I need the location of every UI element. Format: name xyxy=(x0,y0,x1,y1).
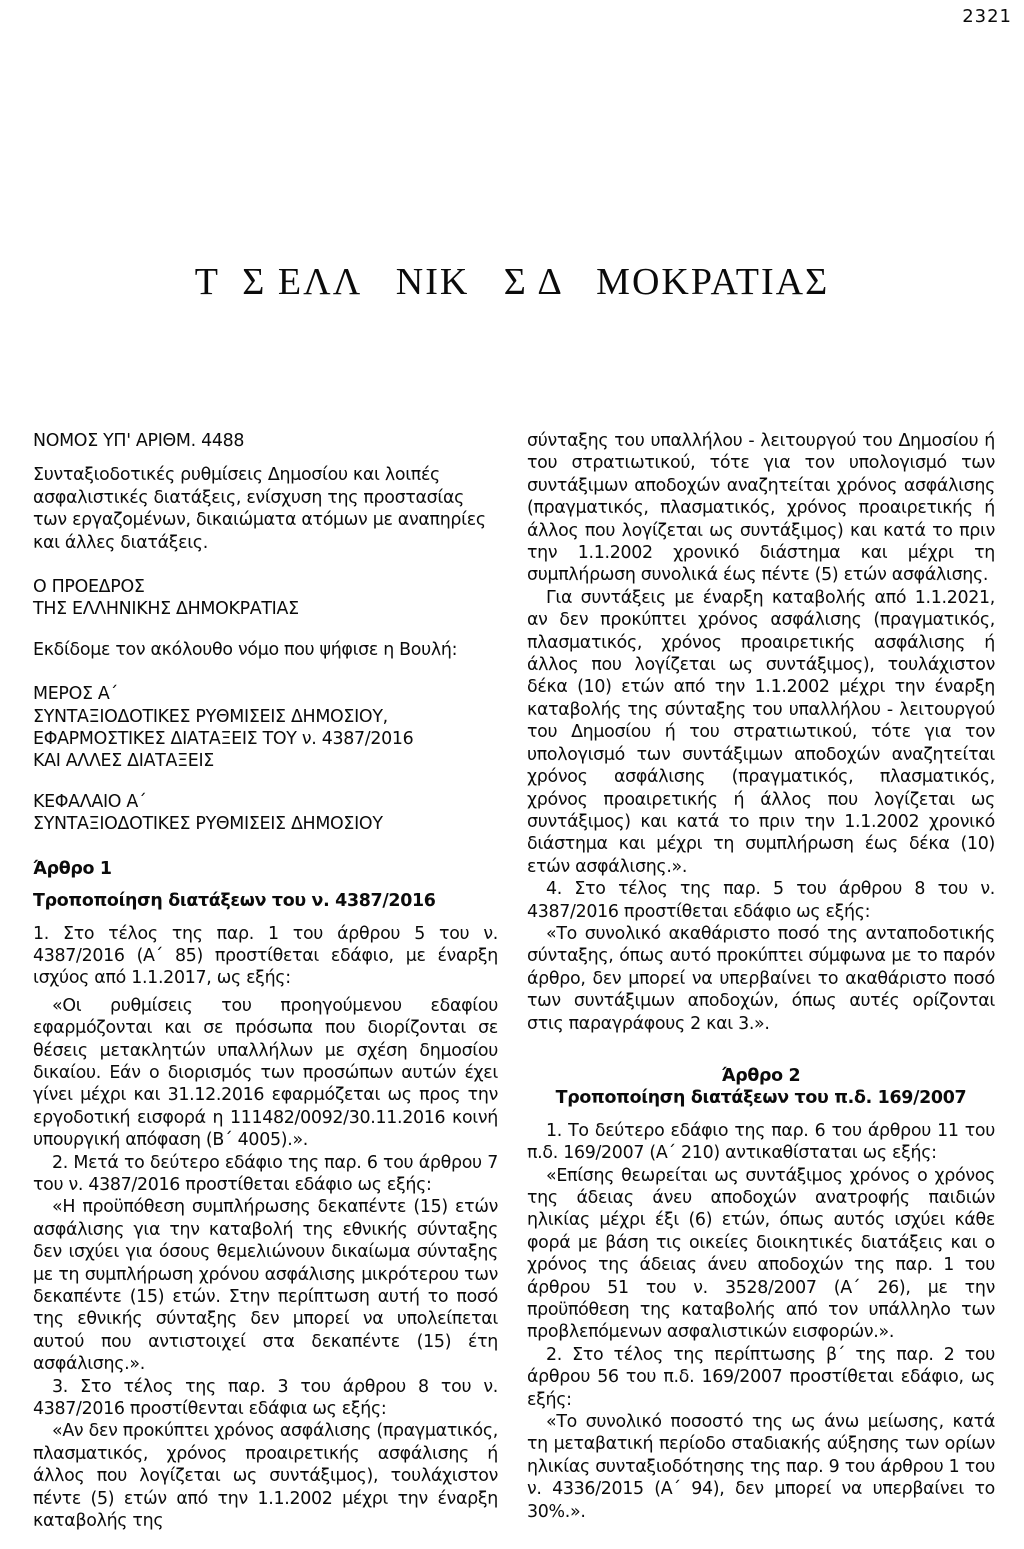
law-subtitle: Συνταξιοδοτικές ρυθμίσεις Δημοσίου και λοιπές ασφαλιστικές διατάξεις, ενίσχυση της προστασίας των εργαζομένων, δικαιώματα ατόμων με αναπηρίες και άλλες διατάξεις. xyxy=(33,465,486,553)
part-title-line-1: ΣΥΝΤΑΞΙΟΔΟΤΙΚΕΣ ΡΥΘΜΙΣΕΙΣ ΔΗΜΟΣΙΟΥ, xyxy=(33,706,388,727)
article-1-quote-4: «Το συνολικό ακαθάριστο ποσό της ανταποδοτικής σύνταξης, όπως αυτό προκύπτει σύμφωνα με το παρόν άρθρο, δεν μπορεί να υπερβαίνει το ακαθάριστο ποσό των συντάξιμων αποδοχών, όπως αυτές ορίζονται στις παραγράφους 2 και 3.». xyxy=(527,923,995,1034)
article-1-title: Τροποποίηση διατάξεων του ν. 4387/2016 xyxy=(33,891,436,912)
article-1-quote-3-continued: σύνταξης του υπαλλήλου - λειτουργού του Δημοσίου ή του στρατιωτικού, τότε για τον υπολογισμό των συντάξιμων αποδοχών αναζητείται χρόνος ασφάλισης (πραγματικός, πλασματικός, χρόνος προαιρετικής ή άλλος που λογίζεται ως συντάξιμος) και κατά το πριν την 1.1.2002 χρονικό διάστημα και μέχρι τη συμπλήρωση συνολικά έως πέντε (5) ετών ασφάλισης. xyxy=(527,431,995,586)
page-number: 2321 xyxy=(962,6,1012,27)
article-1-quote-3: «Αν δεν προκύπτει χρόνος ασφάλισης (πραγματικός, πλασματικός, χρόνος προαιρετικής ασφάλισης ή άλλος που λογίζεται ως συντάξιμος), τουλάχιστον πέντε (5) ετών από την 1.1.2002 μέχρι την έναρξη καταβολής της xyxy=(33,1421,498,1532)
chapter-label: ΚΕΦΑΛΑΙΟ Α΄ xyxy=(33,791,147,812)
part-label: ΜΕΡΟΣ Α΄ xyxy=(33,684,118,705)
part-title-line-2: ΕΦΑΡΜΟΣΤΙΚΕΣ ΔΙΑΤΑΞΕΙΣ ΤΟΥ ν. 4387/2016 xyxy=(33,729,414,750)
promulgation-text: Εκδίδομε τον ακόλουθο νόμο που ψήφισε η Βουλή: xyxy=(33,639,458,660)
left-column xyxy=(33,430,498,1532)
article-2-title: Τροποποίηση διατάξεων του π.δ. 169/2007 xyxy=(555,1088,967,1109)
article-1-paragraph-1: 1. Στο τέλος της παρ. 1 του άρθρου 5 του ν. 4387/2016 (Α΄ 85) προστίθεται εδάφιο, με έναρξη ισχύος από 1.1.2017, ως εξής: xyxy=(33,923,498,989)
president-line-2: ΤΗΣ ΕΛΛΗΝΙΚΗΣ ΔΗΜΟΚΡΑΤΙΑΣ xyxy=(33,599,299,620)
article-2-quote-2: «Το συνολικό ποσοστό της ως άνω μείωσης, κατά τη μεταβατική περίοδο σταδιακής αύξησης των ορίων ηλικίας συνταξιοδότησης της παρ. 9 του άρθρου 1 του ν. 4336/2015 (Α΄ 94), δεν μπορεί να υπερβαίνει το 30%.». xyxy=(527,1412,995,1522)
law-number: ΝΟΜΟΣ ΥΠ' ΑΡΙΘΜ. 4488 xyxy=(33,431,245,451)
chapter-title: ΣΥΝΤΑΞΙΟΔΟΤΙΚΕΣ ΡΥΘΜΙΣΕΙΣ ΔΗΜΟΣΙΟΥ xyxy=(33,814,383,835)
article-2-label: Άρθρο 2 xyxy=(721,1065,801,1086)
president-line-1: Ο ΠΡΟΕΔΡΟΣ xyxy=(33,577,145,598)
article-2-paragraph-2: 2. Στο τέλος της περίπτωσης β΄ της παρ. 2 του άρθρου 56 του π.δ. 169/2007 προστίθεται εδάφιο, ως εξής: xyxy=(527,1344,995,1410)
article-1-label: Άρθρο 1 xyxy=(33,858,112,879)
article-2-quote-1: «Επίσης θεωρείται ως συντάξιμος χρόνος ο χρόνος της άδειας άνευ αποδοχών ανατροφής παιδιών ηλικίας μέχρι έξι (6) ετών, όπως αυτός ισχύει κάθε φορά με βάση τις οικείες διοικητικές διατάξεις και ο χρόνος της άδειας άνευ αποδοχών της παρ. 1 του άρθρου 51 του ν. 3528/2007 (Α΄ 26), με την προϋπόθεση της καταβολής από τον υπάλληλο των προβλεπόμενων ασφαλιστικών εισφορών.». xyxy=(527,1165,995,1343)
article-1-paragraph-4: 4. Στο τέλος της παρ. 5 του άρθρου 8 του ν. 4387/2016 προστίθεται εδάφιο ως εξής: xyxy=(527,879,995,922)
article-1-quote-2: «Η προϋπόθεση συμπλήρωσης δεκαπέντε (15) ετών ασφάλισης για την καταβολή της εθνικής σύνταξης δεν ισχύει για όσους θεμελιώνουν δικαίωμα σύνταξης με τη συμπλήρωση χρόνου ασφάλισης μικρότερου των δεκαπέντε (15) ετών. Στην περίπτωση αυτή το ποσό της εθνικής σύνταξης δεν μπορεί να υπολείπεται αυτού που αντιστοιχεί στα δεκαπέντε (15) έτη ασφάλισης.». xyxy=(33,1197,498,1375)
article-1-paragraph-3: 3. Στο τέλος της παρ. 3 του άρθρου 8 του ν. 4387/2016 προστίθενται εδάφια ως εξής: xyxy=(33,1376,498,1420)
gazette-masthead: Τ Σ ΕΛΛ ΝΙΚ Σ Δ ΜΟΚΡΑΤΙΑΣ xyxy=(194,261,830,303)
article-1-paragraph-2: 2. Μετά το δεύτερο εδάφιο της παρ. 6 του άρθρου 7 του ν. 4387/2016 προστίθεται εδάφιο ως εξής: xyxy=(33,1152,498,1195)
article-2-paragraph-1: 1. Το δεύτερο εδάφιο της παρ. 6 του άρθρου 11 του π.δ. 169/2007 (Α΄ 210) αντικαθίσταται ως εξής: xyxy=(527,1120,995,1164)
part-title-line-3: ΚΑΙ ΑΛΛΕΣ ΔΙΑΤΑΞΕΙΣ xyxy=(33,751,214,772)
article-1-quote-3-part-2: Για συντάξεις με έναρξη καταβολής από 1.1.2021, αν δεν προκύπτει χρόνος ασφάλισης (πραγματικός, πλασματικός, χρόνος προαιρετικής ασφάλισης ή άλλος που λογίζεται ως συντάξιμος), τουλάχιστον δέκα (10) ετών από την 1.1.2002 μέχρι την έναρξη καταβολής της σύνταξης του υπαλλήλου - λειτουργού του Δημοσίου ή του στρατιωτικού, τότε για τον υπολογισμό των συντάξιμων αποδοχών αναζητείται χρόνος ασφάλισης (πραγματικός, πλασματικός, χρόνος προαιρετικής ή άλλος που λογίζεται ως συντάξιμος) και κατά το πριν την 1.1.2002 χρονικό διάστημα και μέχρι τη συμπλήρωση έως δέκα (10) ετών ασφάλισης.». xyxy=(527,587,995,877)
article-1-quote-1: «Οι ρυθμίσεις του προηγούμενου εδαφίου εφαρμόζονται και σε πρόσωπα που διορίζονται σε θέσεις μετακλητών υπαλλήλων με σχέση δημοσίου δικαίου. Εάν ο διορισμός των προσώπων αυτών έχει γίνει μέχρι και 31.12.2016 εφαρμόζεται ως προς την εργοδοτική εισφορά η 111482/0092/30.11.2016 κοινή υπουργική απόφαση (Β΄ 4005).». xyxy=(33,995,498,1151)
right-column xyxy=(527,430,995,1523)
